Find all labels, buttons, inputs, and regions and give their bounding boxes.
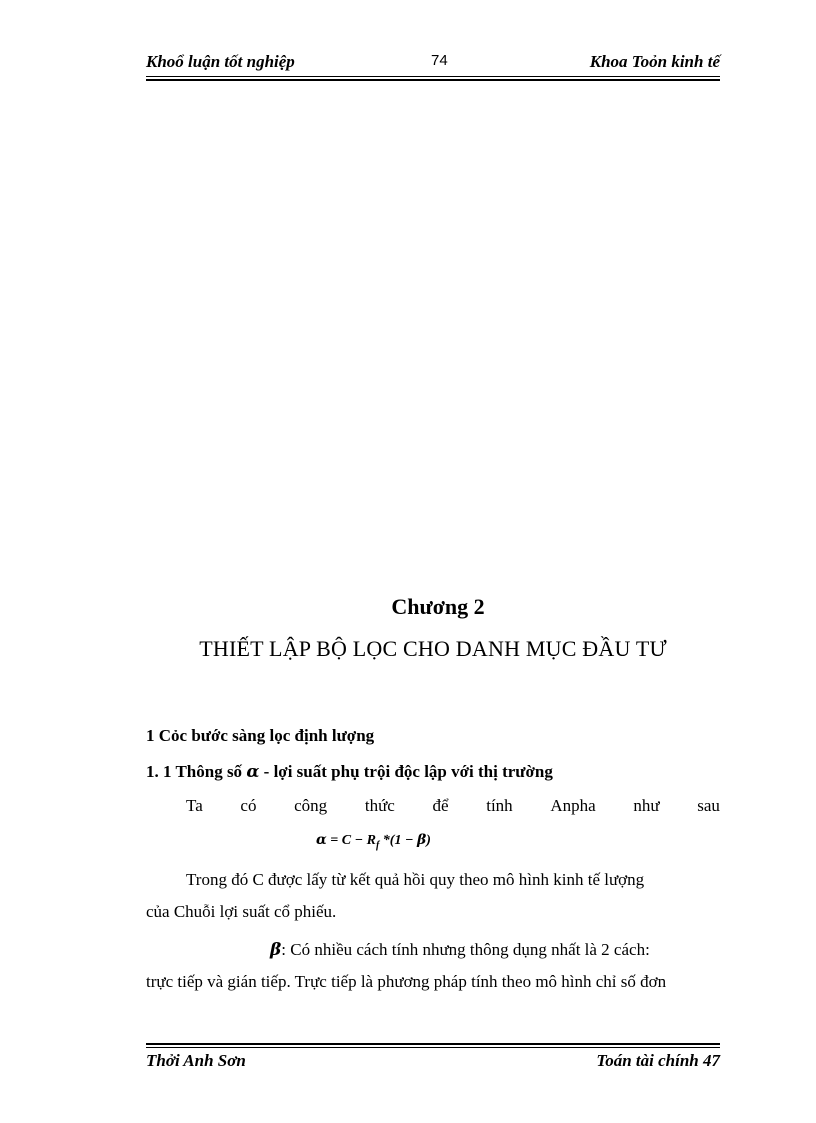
intro-word: tính [486,796,513,815]
intro-line [186,796,720,816]
intro-word: Anpha [550,796,596,815]
header-right-title: Khoa Toỏn kinh tế [589,52,720,71]
formula-minus: − [351,833,367,848]
header-rule-thin [146,76,720,77]
para2-line2: trực tiếp và gián tiếp. Trực tiếp là phương pháp tính theo mô hình chỉ số đơn [146,972,667,991]
footer-author: Thởi Anh Sơn [146,1051,246,1070]
beta-symbol: β [270,940,282,960]
section-1-1-heading [146,762,553,782]
formula-rest: *(1 − [379,833,417,848]
para2-line1-text: : Có nhiều cách tính nhưng thông dụng nhất là 2 cách: [281,940,650,959]
para1-line1: Trong đó C được lấy từ kết quả hồi quy theo mô hình kinh tế lượng [186,870,645,889]
page-number: 74 [431,52,448,69]
formula-r: R [366,833,376,848]
para2-line1 [270,934,650,966]
section-1-heading: 1 Cỏc bước sàng lọc định lượng [146,726,375,745]
header-left-title: Khoổ luận tốt nghiệp [146,52,295,71]
intro-word: sau [697,796,720,815]
chapter-title: THIẾT LẬP BỘ LỌC CHO DANH MỤC ĐẦU TƯ [199,636,667,661]
alpha-formula [316,832,431,851]
section-1-1-prefix: 1. 1 Thông số [146,762,243,781]
intro-word: Ta [186,796,203,815]
footer-rule-thick [146,1043,720,1045]
formula-c: C [341,833,352,848]
formula-beta: β [416,832,427,848]
para1-line2: của Chuỗi lợi suất cổ phiếu. [146,902,337,921]
chapter-number: Chương 2 [391,594,485,619]
intro-word: để [432,796,449,815]
intro-word: công [294,796,328,815]
footer-class: Toán tài chính 47 [596,1051,720,1070]
formula-eq: = [326,833,342,848]
intro-word: thức [364,796,395,815]
formula-close: ) [426,833,431,848]
section-1-1-suffix: - lợi suất phụ trội độc lập với thị trường [263,762,553,781]
intro-word: có [240,796,257,815]
header-rule-thick [146,79,720,81]
formula-subscript: f [375,839,380,851]
formula-alpha: α [316,832,327,848]
intro-word: như [633,796,660,815]
footer-rule-thin [146,1047,720,1048]
alpha-symbol: α [246,762,260,782]
